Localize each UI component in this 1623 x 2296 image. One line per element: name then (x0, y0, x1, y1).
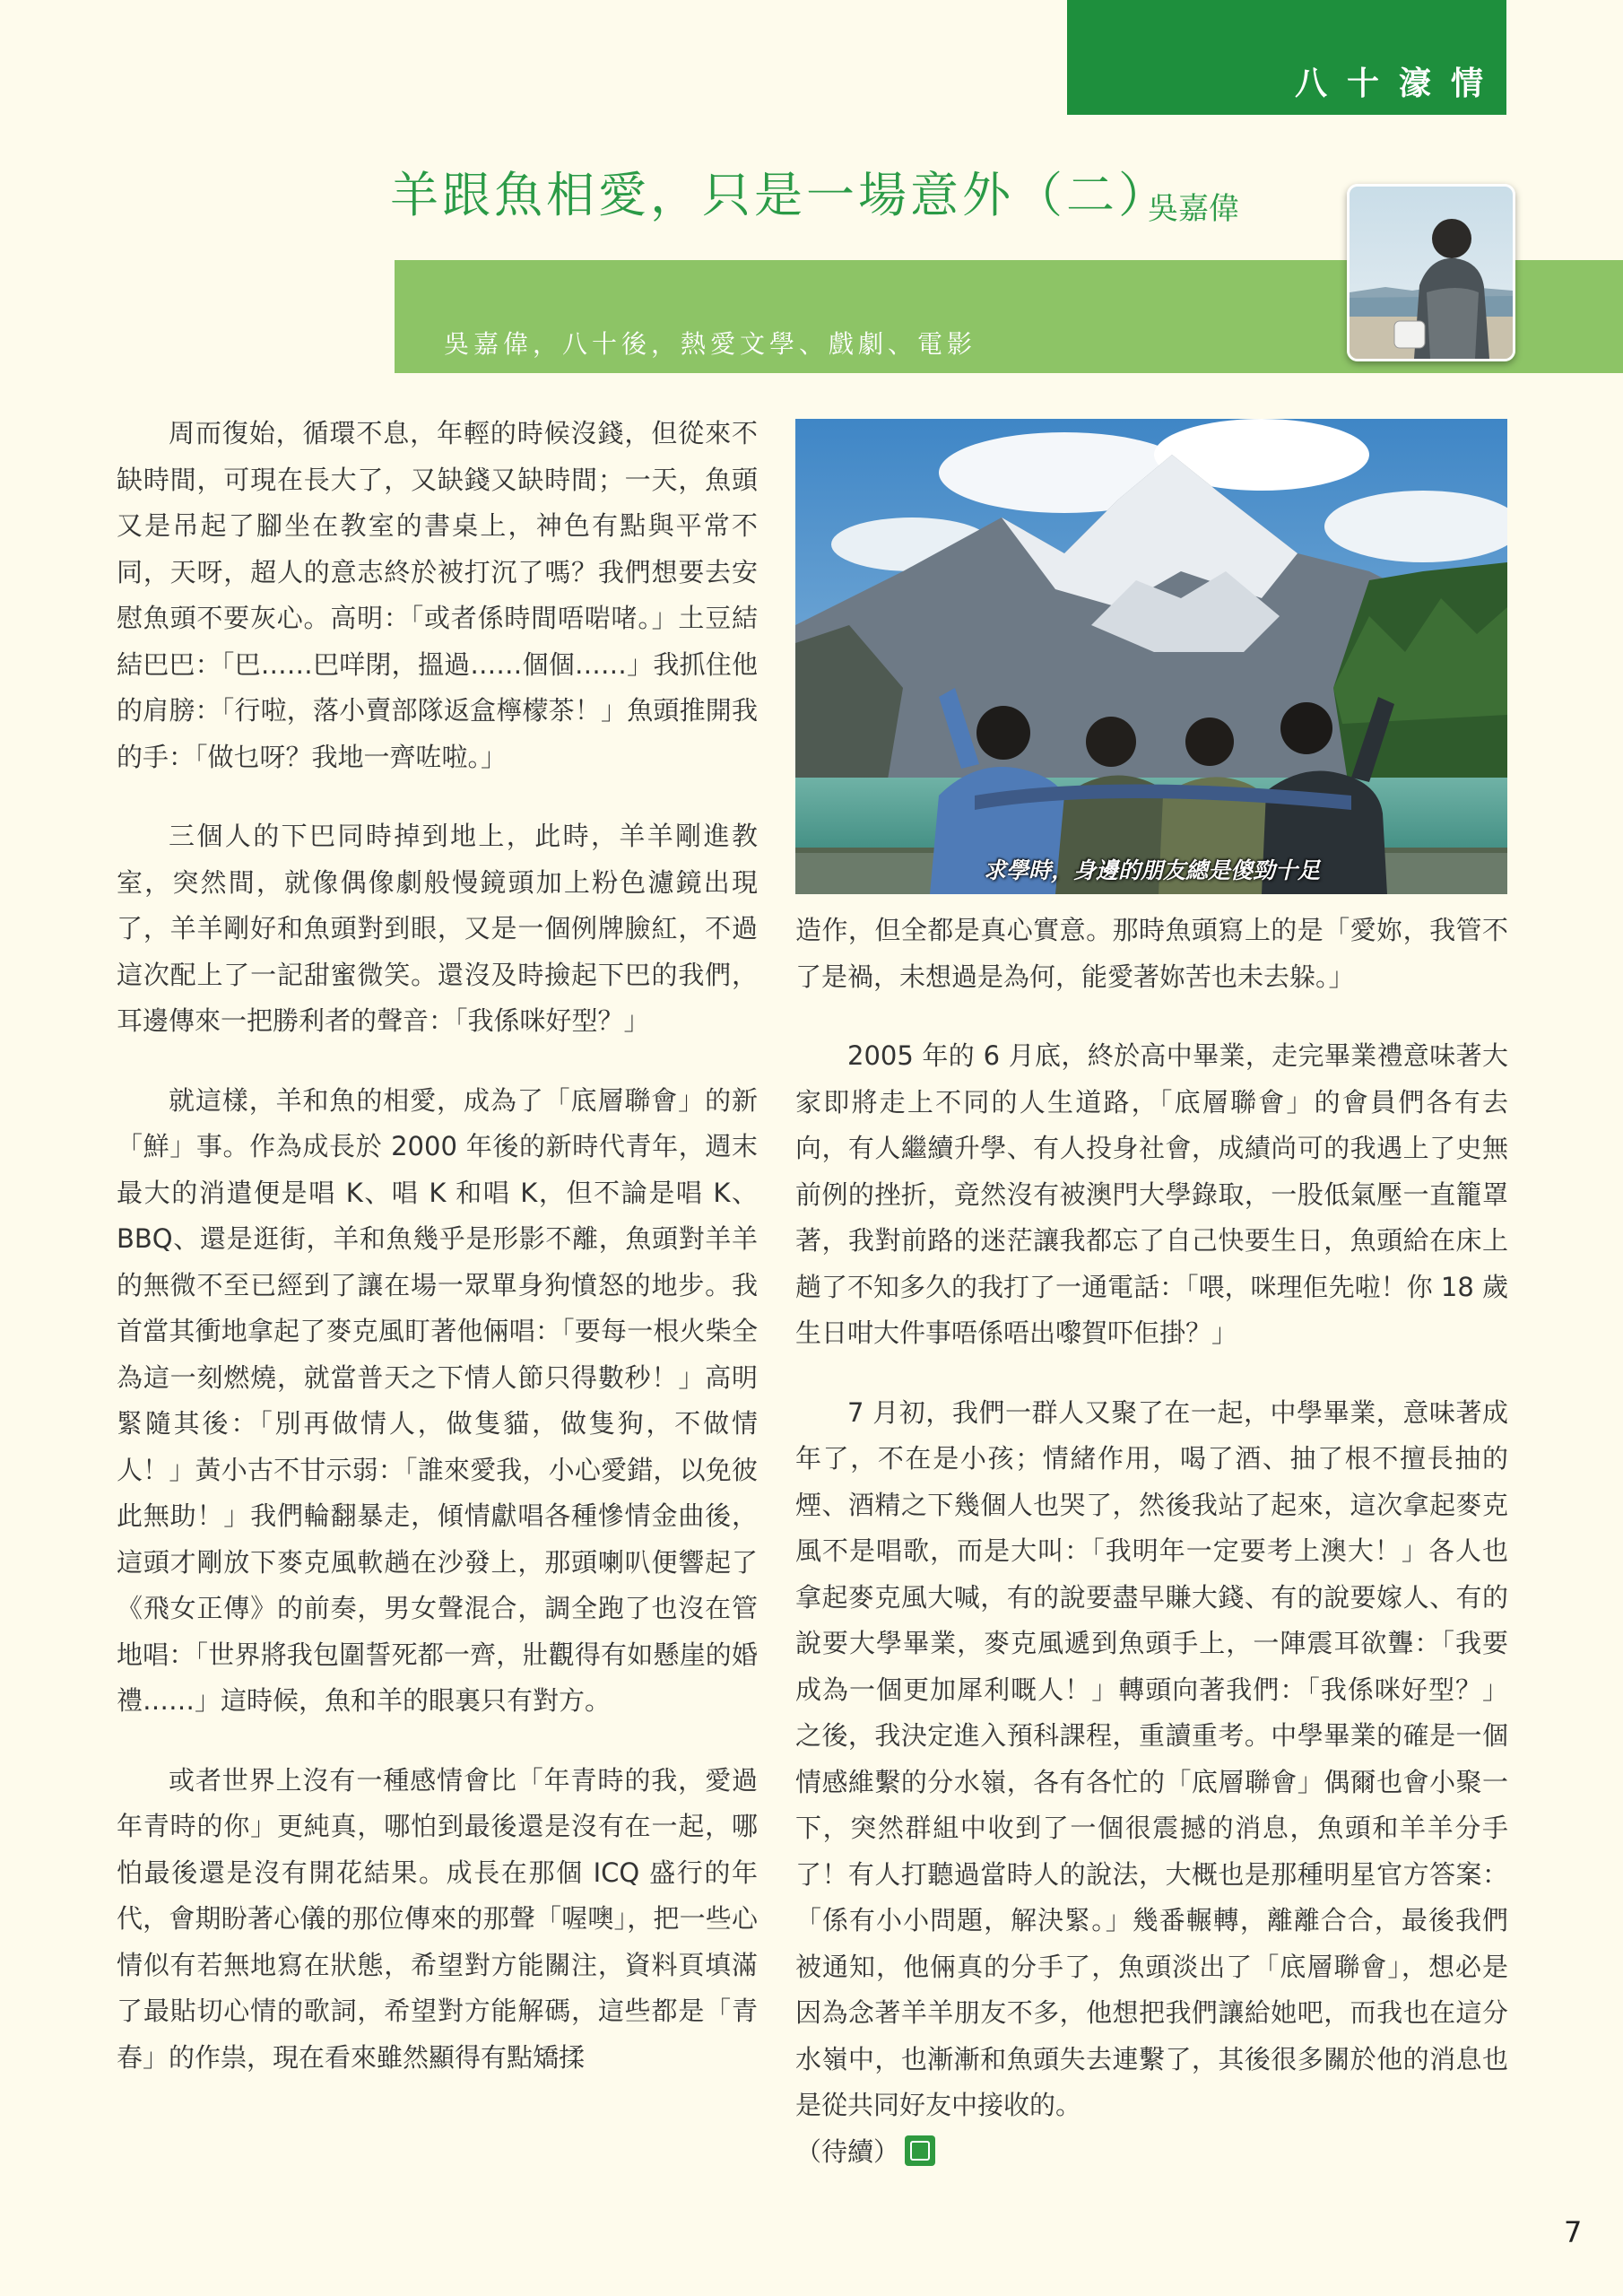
article-author: 吳嘉偉 (1148, 191, 1239, 227)
section-label: 八十濠情 (1294, 65, 1503, 102)
paragraph: 三個人的下巴同時掉到地上，此時，羊羊剛進教室，突然間，就像偶像劇般慢鏡頭加上粉色濾鏡出現了，羊羊剛好和魚頭對到眼，又是一個例牌臉紅，不過這次配上了一記甜蜜微笑。還沒及時撿起下巴的我們，耳邊傳來一把勝利者的聲音：「我係咪好型？」 (117, 821, 758, 1036)
right-column (795, 908, 1508, 2208)
author-portrait-image (1350, 187, 1513, 359)
article-title: 羊跟魚相愛，只是一場意外（二） (390, 167, 1170, 223)
section-tab (1067, 0, 1506, 115)
paragraph-continuation: 造作，但全都是真心實意。那時魚頭寫上的是「愛妳，我管不了是禍，未想過是為何，能愛著妳苦也未去躲。」 (795, 915, 1508, 992)
paragraph: 2005 年的 6 月底，終於高中畢業，走完畢業禮意味著大家即將走上不同的人生道路，「底層聯會」的會員們各有去向，有人繼續升學、有人投身社會，成績尚可的我遇上了史無前例的挫折，竟然沒有被澳門大學錄取，一股低氣壓一直籠罩著，我對前路的迷茫讓我都忘了自己快要生日，魚頭給在床上趟了不知多久的我打了一通電話：「喂，咪理佢先啦！你 18 歲生日咁大件事唔係唔出嚟賀吓佢掛？」 (795, 1040, 1508, 1348)
paragraph-text: 7 月初，我們一群人又聚了在一起，中學畢業，意味著成年了，不在是小孩；情緒作用，喝了酒、抽了根不擅長抽的煙、酒精之下幾個人也哭了，然後我站了起來，這次拿起麥克風不是唱歌，而是大叫：「我明年一定要考上澳大！」各人也拿起麥克風大喊，有的說要盡早賺大錢、有的說要嫁人、有的說要大學畢業，麥克風遞到魚頭手上，一陣震耳欲聾：「我要成為一個更加犀利嘅人！」轉頭向著我們：「我係咪好型？」之後，我決定進入預科課程，重讀重考。中學畢業的確是一個情感維繫的分水嶺，各有各忙的「底層聯會」偶爾也會小聚一下，突然群組中收到了一個很震撼的消息，魚頭和羊羊分手了！有人打聽過當時人的說法，大概也是那種明星官方答案：「係有小小問題，解決緊。」幾番輾轉，離離合合，最後我們被通知，他倆真的分手了，魚頭淡出了「底層聯會」，想必是因為念著羊羊朋友不多，他想把我們讓給她吧，而我也在這分水嶺中，也漸漸和魚頭失去連繫了，其後很多關於他的消息也是從共同好友中接收的。 (795, 1396, 1508, 2120)
paragraph: 就這樣，羊和魚的相愛，成為了「底層聯會」的新「鮮」事。作為成長於 2000 年後的新時代青年，週末最大的消遣便是唱 K、唱 K 和唱 K，但不論是唱 K、BBQ、還是逛街，羊和魚幾乎是形影不離，魚頭對羊羊的無微不至已經到了讓在場一眾單身狗憤怒的地步。我首當其衝地拿起了麥克風盯著他倆唱：「要每一根火柴全為這一刻燃燒，就當普天之下情人節只得數秒！」高明緊隨其後：「別再做情人，做隻貓，做隻狗，不做情人！」黃小古不甘示弱：「誰來愛我，小心愛錯，以免彼此無助！」我們輪翻暴走，傾情獻唱各種慘情金曲後，這頭才剛放下麥克風軟趟在沙發上，那頭喇叭便響起了《飛女正傳》的前奏，男女聲混合，調全跑了也沒在管地唱：「世界將我包圍誓死都一齊，壯觀得有如懸崖的婚禮……」這時候，魚和羊的眼裏只有對方。 (117, 1084, 758, 1716)
author-bio: 吳嘉偉，八十後，熱愛文學、戲劇、電影 (444, 329, 977, 359)
end-mark-icon (905, 2135, 935, 2166)
photo-caption: 求學時，身邊的朋友總是傻勁十足 (984, 857, 1321, 883)
article-photo (795, 419, 1507, 894)
paragraph (795, 1390, 1508, 2176)
to-be-continued: （待續） (795, 2135, 900, 2167)
author-portrait (1347, 184, 1515, 361)
page-number: 7 (1564, 2215, 1583, 2249)
left-column (117, 411, 758, 2114)
paragraph: 周而復始，循環不息，年輕的時候沒錢，但從來不缺時間，可現在長大了，又缺錢又缺時間；一天，魚頭又是吊起了腳坐在教室的書桌上，神色有點與平常不同，天呀，超人的意志終於被打沉了嗎？我們想要去安慰魚頭不要灰心。高明：「或者係時間唔啱啫。」土豆結結巴巴：「巴……巴咩閉，搵過……個個……」我抓住他的肩膀：「行啦，落小賣部隊返盒檸檬茶！」魚頭推開我的手：「做乜呀？我地一齊咗啦。」 (117, 418, 758, 772)
paragraph: 或者世界上沒有一種感情會比「年青時的我，愛過年青時的你」更純真，哪怕到最後還是沒有在一起，哪怕最後還是沒有開花結果。成長在那個 ICQ 盛行的年代，會期盼著心儀的那位傳來的那聲「喔噢」，把一些心情似有若無地寫在狀態，希望對方能關注，資料頁填滿了最貼切心情的歌詞，希望對方能解碼，這些都是「青春」的作祟，現在看來雖然顯得有點矯揉 (117, 1764, 758, 2073)
mountain-lake-photo (795, 419, 1507, 894)
